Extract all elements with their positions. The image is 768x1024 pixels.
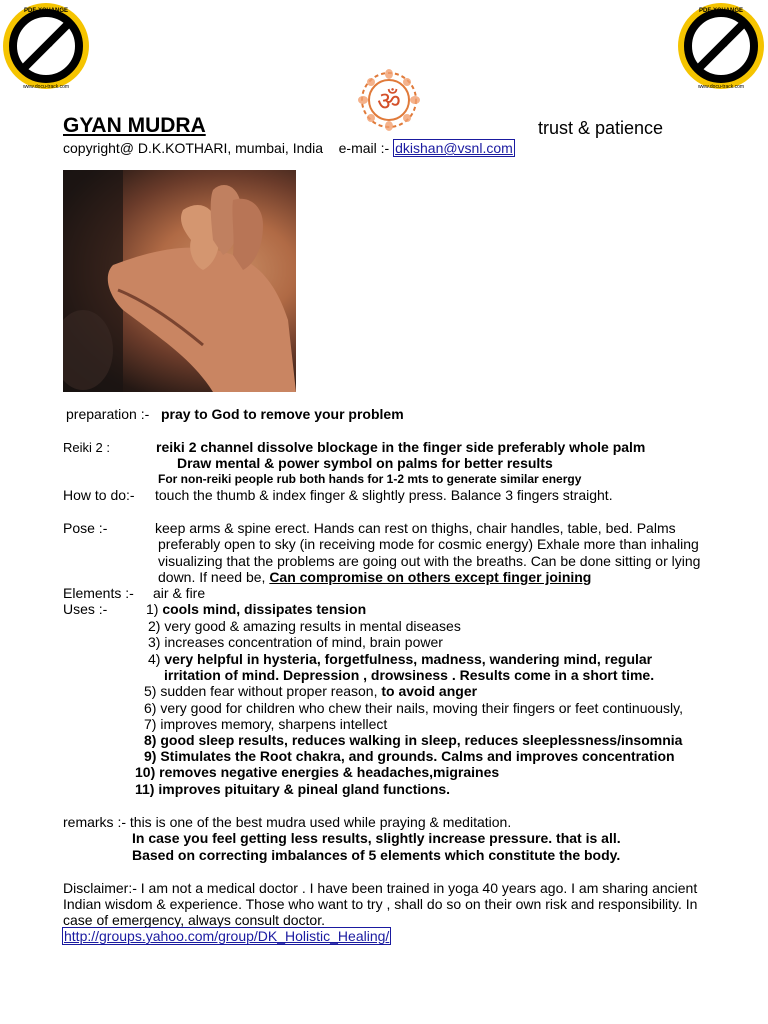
use-item-6 xyxy=(144,700,683,716)
use-num: 10) xyxy=(135,764,156,780)
reiki-line-2: Draw mental & power symbol on palms for better results xyxy=(177,455,553,471)
preparation-text: pray to God to remove your problem xyxy=(160,406,404,422)
use-num: 11) xyxy=(135,781,155,797)
use-text: improves pituitary & pineal gland functions. xyxy=(158,781,451,797)
pose-label: Pose :- xyxy=(63,520,108,536)
use-text: very good & amazing results in mental diseases xyxy=(164,618,461,634)
use-item-4-cont: irritation of mind. Depression , drowsiness . Results come in a short time. xyxy=(164,667,655,683)
use-item-3 xyxy=(148,634,443,650)
use-item-5 xyxy=(144,683,477,699)
use-text: removes negative energies & headaches,migraines xyxy=(159,764,500,780)
preparation-label: preparation :- xyxy=(66,406,150,422)
copyright-line xyxy=(63,140,515,156)
how-to-label: How to do:- xyxy=(63,487,135,503)
badge-center-text: Click to buy NOW! xyxy=(702,27,742,67)
use-num: 3) xyxy=(148,634,161,650)
use-text: improves memory, sharpens intellect xyxy=(160,716,388,732)
preparation-line xyxy=(66,406,404,422)
pose-line-4-bold: Can compromise on others except finger joining xyxy=(269,569,592,585)
pose-line-4-plain: down. If need be, xyxy=(158,569,266,585)
disclaimer-line-3: case of emergency, always consult doctor. xyxy=(63,912,325,928)
group-link-wrap xyxy=(62,928,391,944)
use-text: sudden fear without proper reason, xyxy=(160,683,378,699)
use-num: 8) xyxy=(144,732,157,748)
reiki-label: Reiki 2 : xyxy=(63,440,110,455)
pdf-xchange-badge-right[interactable] xyxy=(677,2,765,90)
use-num: 1) xyxy=(146,601,159,617)
pdf-xchange-badge-left[interactable] xyxy=(2,2,90,90)
remarks-label: remarks :- xyxy=(63,814,126,830)
elements-label: Elements :- xyxy=(63,585,134,601)
use-text: cools mind, dissipates tension xyxy=(162,601,367,617)
use-item-10 xyxy=(135,764,499,780)
use-item-1 xyxy=(146,601,366,617)
pose-line-4 xyxy=(158,569,591,585)
use-item-8 xyxy=(144,732,682,748)
pose-line-1: keep arms & spine erect. Hands can rest on thighs, chair handles, table, bed. Palms xyxy=(155,520,676,536)
reiki-line-3: For non-reiki people rub both hands for 1-2 mts to generate similar energy xyxy=(158,472,582,486)
tagline: trust & patience xyxy=(538,118,664,138)
use-num: 2) xyxy=(148,618,161,634)
badge-ring-bottom: www.docu-track.com xyxy=(22,84,70,90)
remarks-line-3: Based on correcting imbalances of 5 elements which constitute the body. xyxy=(132,847,621,863)
use-item-11 xyxy=(135,781,450,797)
group-link[interactable]: http://groups.yahoo.com/group/DK_Holistic_Healing/ xyxy=(64,928,390,944)
use-text: good sleep results, reduces walking in sleep, reduces sleeplessness/insomnia xyxy=(160,732,683,748)
remarks-line-2: In case you feel getting less results, slightly increase pressure. that is all. xyxy=(132,830,621,846)
use-num: 6) xyxy=(144,700,157,716)
hand-illustration xyxy=(63,170,296,392)
use-num: 4) xyxy=(148,651,161,667)
badge-center-text: Click to buy NOW! xyxy=(27,27,67,67)
how-to-text: touch the thumb & index finger & slightly press. Balance 3 fingers straight. xyxy=(155,487,613,503)
disclaimer-line-2: Indian wisdom & experience. Those who want to try , shall do so on their own risk and responsibility. In xyxy=(63,896,698,912)
use-text-bold: to avoid anger xyxy=(381,683,478,699)
use-item-4 xyxy=(148,651,652,667)
use-item-9 xyxy=(144,748,675,764)
use-num: 7) xyxy=(144,716,157,732)
use-item-7 xyxy=(144,716,387,732)
page-title: GYAN MUDRA xyxy=(63,114,206,137)
use-text: very helpful in hysteria, forgetfulness, madness, wandering mind, regular xyxy=(164,651,653,667)
pose-line-3: visualizing that the problems are going out with the breaths. Can be done sitting or lying xyxy=(158,553,701,569)
svg-text:ॐ: ॐ xyxy=(377,87,401,117)
om-logo-icon xyxy=(357,68,421,132)
use-item-2 xyxy=(148,618,461,634)
badge-ring-top: PDF-XCHANGE xyxy=(23,8,69,14)
pose-line-2: preferably open to sky (in receiving mode for cosmic energy) Exhale more than inhaling xyxy=(158,536,699,552)
copyright-text: copyright@ D.K.KOTHARI, mumbai, India xyxy=(63,140,324,156)
use-text: very good for children who chew their nails, moving their fingers or feet continuously, xyxy=(160,700,684,716)
email-label: e-mail :- xyxy=(338,140,390,156)
badge-ring-top: PDF-XCHANGE xyxy=(698,8,744,14)
disclaimer-line-1: Disclaimer:- I am not a medical doctor . I have been trained in yoga 40 years ago. I am sharing ancient xyxy=(63,880,698,896)
remarks-line xyxy=(63,814,511,830)
badge-ring-bottom: www.docu-track.com xyxy=(697,84,745,90)
use-text: Stimulates the Root chakra, and grounds. Calms and improves concentration xyxy=(160,748,675,764)
uses-label: Uses :- xyxy=(63,601,108,617)
use-num: 9) xyxy=(144,748,157,764)
elements-text: air & fire xyxy=(153,585,206,601)
email-link[interactable]: dkishan@vsnl.com xyxy=(395,140,513,156)
remarks-text: this is one of the best mudra used while praying & meditation. xyxy=(129,814,512,830)
use-num: 5) xyxy=(144,683,157,699)
gyan-mudra-photo xyxy=(63,170,296,392)
use-text: increases concentration of mind, brain power xyxy=(164,634,443,650)
reiki-line-1: reiki 2 channel dissolve blockage in the finger side preferably whole palm xyxy=(156,439,646,455)
